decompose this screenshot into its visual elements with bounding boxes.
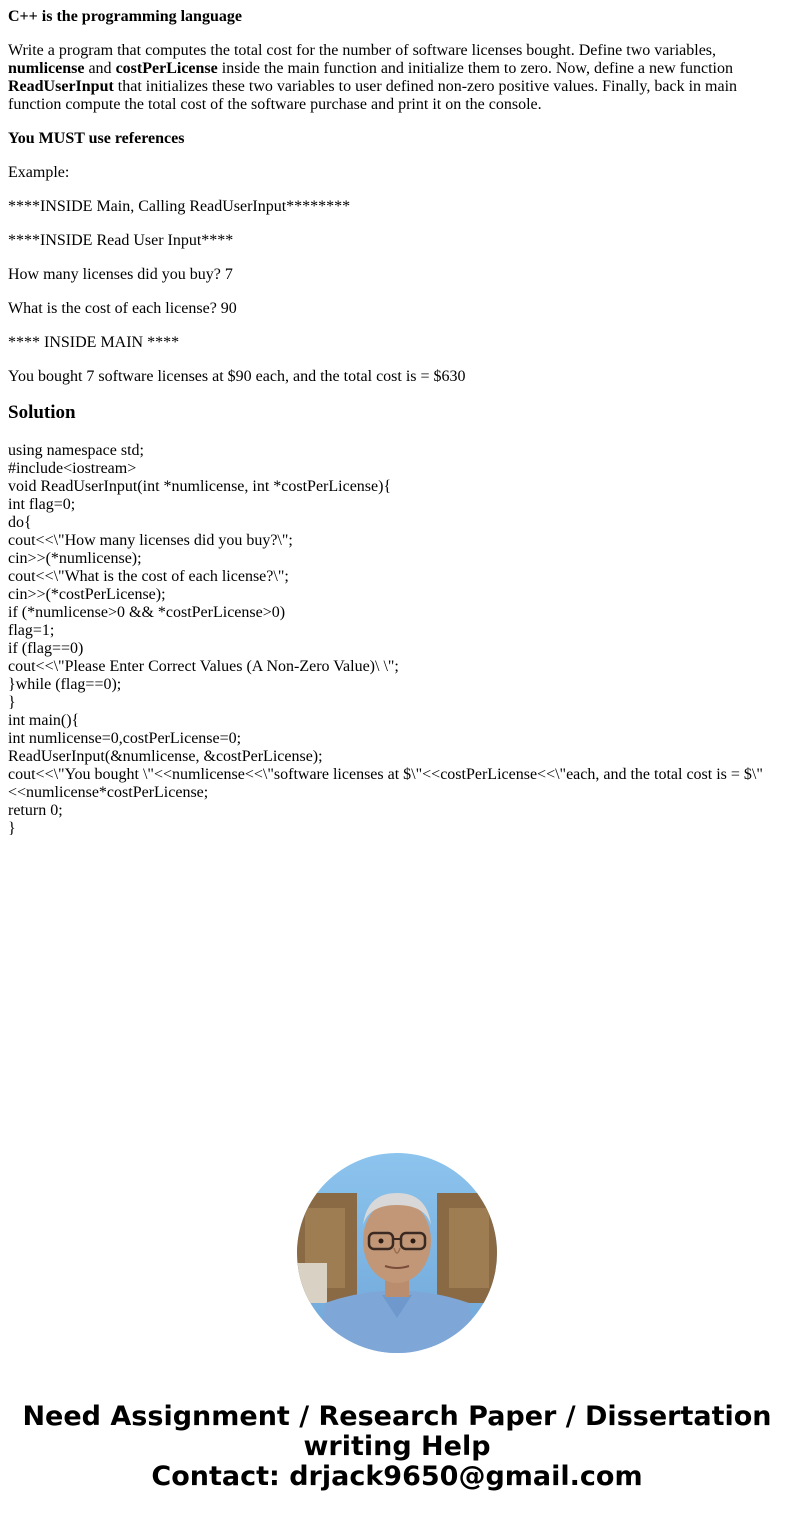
code-line: flag=1; xyxy=(8,622,55,639)
code-line: cout<<\"How many licenses did you buy?\"; xyxy=(8,532,293,549)
example-line: ****INSIDE Read User Input**** xyxy=(8,232,234,249)
example-line: How many licenses did you buy? 7 xyxy=(8,266,233,283)
question-title: C++ is the programming language xyxy=(8,8,242,25)
banner-contact: Contact: drjack9650@gmail.com xyxy=(151,1461,643,1492)
description-text-3: inside the main function and initialize them to zero. Now, define a new function xyxy=(217,60,733,77)
code-line: void ReadUserInput(int *numlicense, int *costPerLicense){ xyxy=(8,478,392,495)
code-line: cout<<\"What is the cost of each license?\"; xyxy=(8,568,289,585)
banner-line: Need Assignment / Research Paper / Dissertation xyxy=(22,1401,772,1432)
code-line: } xyxy=(8,820,16,837)
solution-heading: Solution xyxy=(8,402,76,423)
code-line: return 0; xyxy=(8,802,63,819)
question-description xyxy=(8,42,786,114)
code-line: int main(){ xyxy=(8,712,80,729)
var-numlicense: numlicense xyxy=(8,60,85,77)
func-readuserinput: ReadUserInput xyxy=(8,78,114,95)
var-costperlicense: costPerLicense xyxy=(115,60,218,77)
code-line: if (*numlicense>0 && *costPerLicense>0) xyxy=(8,604,286,621)
code-line: }while (flag==0); xyxy=(8,676,122,693)
example-label: Example: xyxy=(8,164,70,181)
description-text-4: that initializes these two variables to user defined non-zero positive values. Finally, back in main function compute the total cost of the software purchase and print it on the console. xyxy=(8,78,738,113)
code-line: do{ xyxy=(8,514,32,531)
description-text-1: Write a program that computes the total cost for the number of software licenses bought. Define two variables, xyxy=(8,42,717,59)
code-line: using namespace std; xyxy=(8,442,144,459)
code-line: cin>>(*costPerLicense); xyxy=(8,586,166,603)
solution-code xyxy=(8,442,786,838)
help-banner xyxy=(0,1402,794,1492)
description-text-2: and xyxy=(84,60,116,77)
must-use-references-note: You MUST use references xyxy=(8,130,185,147)
code-line: int numlicense=0,costPerLicense=0; xyxy=(8,730,242,747)
code-line: } xyxy=(8,694,16,711)
code-line: int flag=0; xyxy=(8,496,76,513)
code-line: cin>>(*numlicense); xyxy=(8,550,142,567)
example-line: You bought 7 software licenses at $90 each, and the total cost is = $630 xyxy=(8,368,466,385)
code-line: cout<<\"You bought \"<<numlicense<<\"software licenses at $\"<<costPerLicense<<\"each, and the total cost is = $\" xyxy=(8,766,763,783)
code-line: cout<<\"Please Enter Correct Values (A Non-Zero Value)\ \"; xyxy=(8,658,399,675)
code-line: ReadUserInput(&numlicense, &costPerLicense); xyxy=(8,748,323,765)
banner-line: writing Help xyxy=(303,1431,491,1462)
author-avatar xyxy=(297,1153,497,1353)
author-photo xyxy=(297,1153,497,1353)
code-line: #include<iostream> xyxy=(8,460,137,477)
code-line: if (flag==0) xyxy=(8,640,84,657)
document-body xyxy=(8,8,786,838)
example-line: What is the cost of each license? 90 xyxy=(8,300,237,317)
example-line: **** INSIDE MAIN **** xyxy=(8,334,180,351)
code-line: <<numlicense*costPerLicense; xyxy=(8,784,209,801)
example-line: ****INSIDE Main, Calling ReadUserInput******** xyxy=(8,198,351,215)
